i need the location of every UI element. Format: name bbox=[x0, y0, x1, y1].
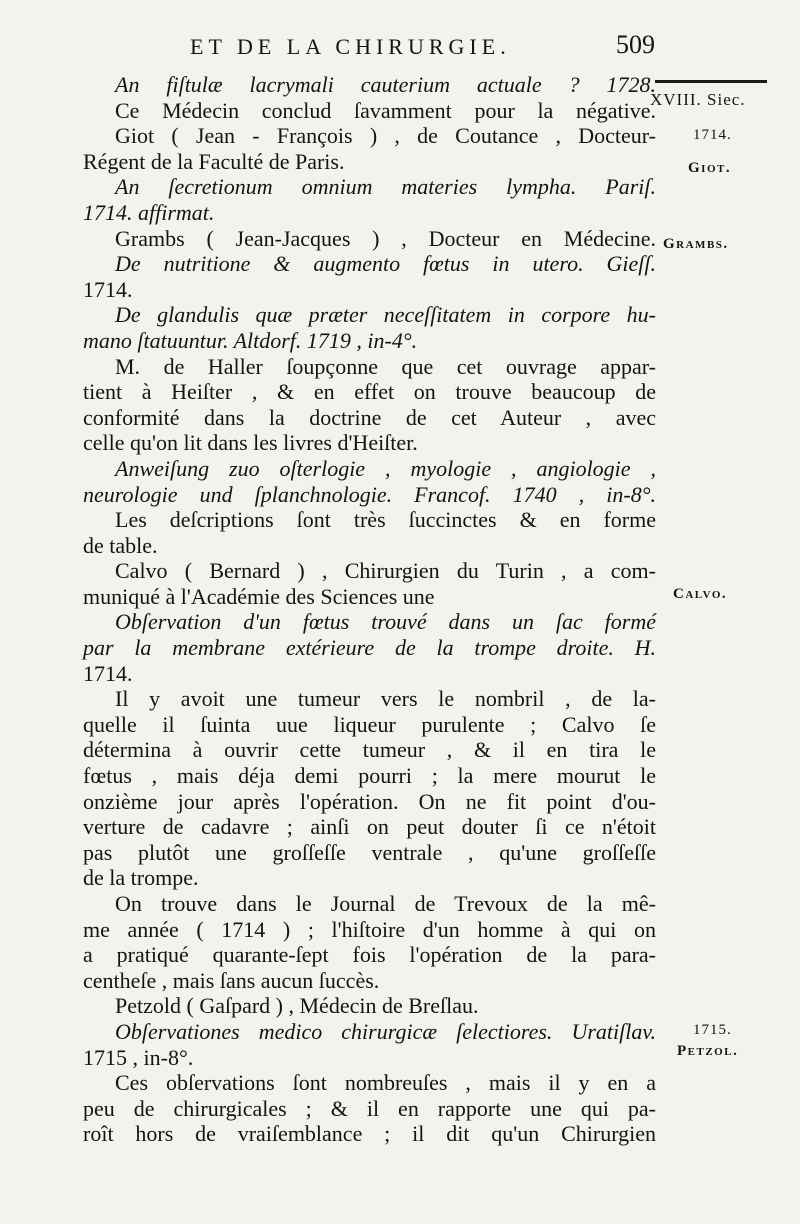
text-line: pas plutôt une groſſeſſe ventrale , qu'une groſſeſſe bbox=[83, 839, 656, 865]
text-line: peu de chirurgicales ; & il en rapporte une qui pa- bbox=[83, 1095, 656, 1121]
text-line: détermina à ouvrir cette tumeur , & il en tira le bbox=[83, 737, 656, 763]
text-line: a pratiqué quarante-ſept fois l'opération de la para- bbox=[83, 942, 656, 968]
text-line: roît hors de vraiſemblance ; il dit qu'un Chirurgien bbox=[83, 1121, 656, 1147]
margin-calvo: Calvo. bbox=[673, 586, 728, 602]
text-line: Régent de la Faculté de Paris. bbox=[83, 148, 345, 174]
text-line: muniqué à l'Académie des Sciences une bbox=[83, 583, 435, 609]
text-line: 1714. bbox=[83, 276, 133, 302]
margin-year-1714: 1714. bbox=[693, 127, 732, 143]
page-header bbox=[110, 28, 655, 68]
text-line: de la trompe. bbox=[83, 865, 199, 891]
text-line: me année ( 1714 ) ; l'hiſtoire d'un homme à qui on bbox=[83, 916, 656, 942]
text-line: par la membrane extérieure de la trompe droite. H. bbox=[83, 635, 656, 661]
text-line: De nutritione & augmento fœtus in utero. Gieſſ. bbox=[115, 251, 656, 277]
text-line: Giot ( Jean - François ) , de Coutance , Docteur- bbox=[115, 123, 656, 149]
text-line: quelle il ſuinta uue liqueur purulente ; Calvo ſe bbox=[83, 711, 656, 737]
text-line: 1715 , in-8°. bbox=[83, 1044, 194, 1070]
margin-century: XVIII. Siec. bbox=[650, 90, 746, 109]
text-line: conformité dans la doctrine de cet Auteur , avec bbox=[83, 404, 656, 430]
margin-rule bbox=[655, 80, 767, 83]
text-line: On trouve dans le Journal de Trevoux de la mê- bbox=[115, 891, 656, 916]
margin-giot: Giot. bbox=[688, 160, 732, 176]
text-line: onzième jour après l'opération. On ne fit point d'ou- bbox=[83, 788, 656, 814]
text-line: neurologie und ſplanchnologie. Francof. 1740 , in-8°. bbox=[83, 481, 656, 507]
text-line: 1714. affirmat. bbox=[83, 199, 215, 225]
text-line: An ſecretionum omnium materies lympha. Pariſ. bbox=[115, 174, 656, 200]
text-line: verture de cadavre ; ainſi on peut douter ſi ce n'étoit bbox=[83, 814, 656, 840]
text-line: mano ſtatuuntur. Altdorf. 1719 , in-4°. bbox=[83, 327, 418, 353]
text-line: tient à Heiſter , & en effet on trouve beaucoup de bbox=[83, 379, 656, 405]
text-line: An fiſtulæ lacrymali cauterium actuale ? 1728. bbox=[115, 72, 656, 97]
text-line: Calvo ( Bernard ) , Chirurgien du Turin , a com- bbox=[115, 558, 656, 584]
text-line: Grambs ( Jean-Jacques ) , Docteur en Médecine. bbox=[115, 225, 656, 251]
text-line: De glandulis quæ præter neceſſitatem in corpore hu- bbox=[115, 302, 656, 328]
text-line: Petzold ( Gaſpard ) , Médecin de Breſlau. bbox=[115, 993, 479, 1019]
text-line: celle qu'on lit dans les livres d'Heiſter. bbox=[83, 430, 418, 456]
text-line: Obſervation d'un fœtus trouvé dans un ſac formé bbox=[115, 609, 656, 635]
text-line: Les deſcriptions ſont très ſuccinctes & en forme bbox=[115, 507, 656, 533]
margin-grambs: Grambs. bbox=[663, 236, 729, 252]
text-line: Ce Médecin conclud ſavamment pour la négative. bbox=[115, 97, 656, 123]
text-line: centheſe , mais ſans aucun ſuccès. bbox=[83, 967, 380, 993]
running-head: ET DE LA CHIRURGIE. bbox=[190, 34, 511, 59]
margin-petzold: Petzol. bbox=[677, 1043, 739, 1059]
text-line: 1714. bbox=[83, 660, 133, 686]
page-number: 509 bbox=[616, 30, 655, 59]
text-line: Il y avoit une tumeur vers le nombril , de la- bbox=[115, 686, 656, 712]
text-line: Anweiſung zuo oſterlogie , myologie , angiologie , bbox=[115, 455, 656, 481]
text-line: M. de Haller ſoupçonne que cet ouvrage appar- bbox=[115, 353, 656, 379]
text-line: Ces obſervations ſont nombreuſes , mais il y en a bbox=[115, 1070, 656, 1096]
text-line: Obſervationes medico chirurgicæ ſelectiores. Uratiſlav. bbox=[115, 1018, 656, 1044]
text-line: de table. bbox=[83, 532, 158, 558]
margin-year-1715: 1715. bbox=[693, 1022, 732, 1038]
main-text bbox=[83, 72, 656, 1147]
text-line: fœtus , mais déja demi pourri ; la mere mourut le bbox=[83, 763, 656, 789]
